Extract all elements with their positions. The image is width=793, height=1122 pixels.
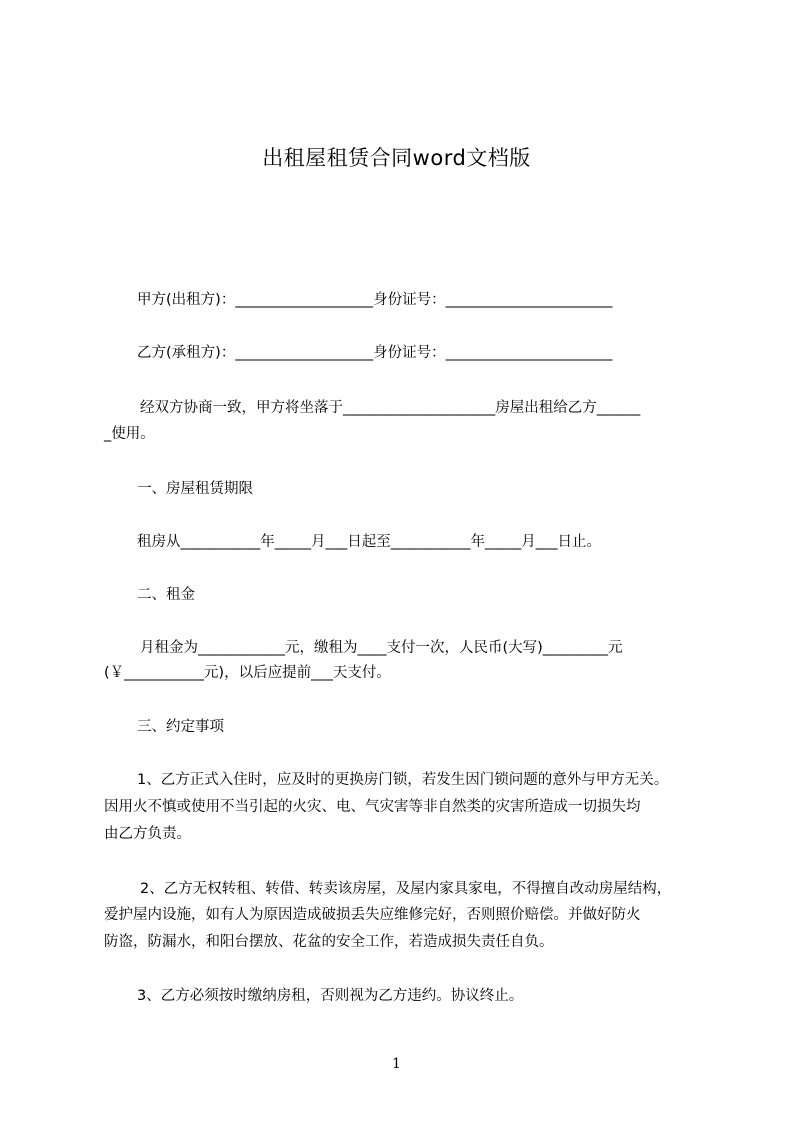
section-1-text: 租房从___________年_____月___日起至___________年_____月___日止。 xyxy=(137,534,601,550)
party-a-line: 甲方(出租方)：___________________身份证号：_______________________ xyxy=(137,292,613,308)
item-1-line-3: 由乙方负责。 xyxy=(104,826,191,842)
item-1-line-1: 1、乙方正式入住时，应及时的更换房门锁，若发生因门锁问题的意外与甲方无关。 xyxy=(137,772,669,788)
section-2-line-2: (￥___________元)，以后应提前___天支付。 xyxy=(104,665,391,681)
page-number: 1 xyxy=(392,1056,401,1072)
item-2-line-2: 爱护屋内设施，如有人为原因造成破损丢失应维修完好，否则照价赔偿。并做好防火 xyxy=(104,907,641,923)
item-2-line-3: 防盗，防漏水，和阳台摆放、花盆的安全工作，若造成损失责任自负。 xyxy=(104,934,554,950)
section-3-heading: 三、约定事项 xyxy=(137,719,224,735)
section-2-line-1: 月租金为____________元，缴租为____支付一次，人民币(大写)_________元 xyxy=(140,640,623,656)
item-1-line-2: 因用火不慎或使用不当引起的火灾、电、气灾害等非自然类的灾害所造成一切损失均 xyxy=(104,799,641,815)
intro-paragraph-line-1: 经双方协商一致，甲方将坐落于_____________________房屋出租给乙方______ xyxy=(140,400,641,416)
item-2-line-1: 2、乙方无权转租、转借、转卖该房屋，及屋内家具家电，不得擅自改动房屋结构， xyxy=(140,881,672,897)
document-title: 出租屋租赁合同word文档版 xyxy=(262,146,531,170)
item-3-line-1: 3、乙方必须按时缴纳房租，否则视为乙方违约。协议终止。 xyxy=(137,988,524,1004)
intro-paragraph-line-2: _使用。 xyxy=(104,426,155,442)
section-2-heading: 二、租金 xyxy=(137,587,195,603)
party-b-line: 乙方(承租方)：___________________身份证号：_______________________ xyxy=(137,345,613,361)
section-1-heading: 一、房屋租赁期限 xyxy=(137,481,253,497)
